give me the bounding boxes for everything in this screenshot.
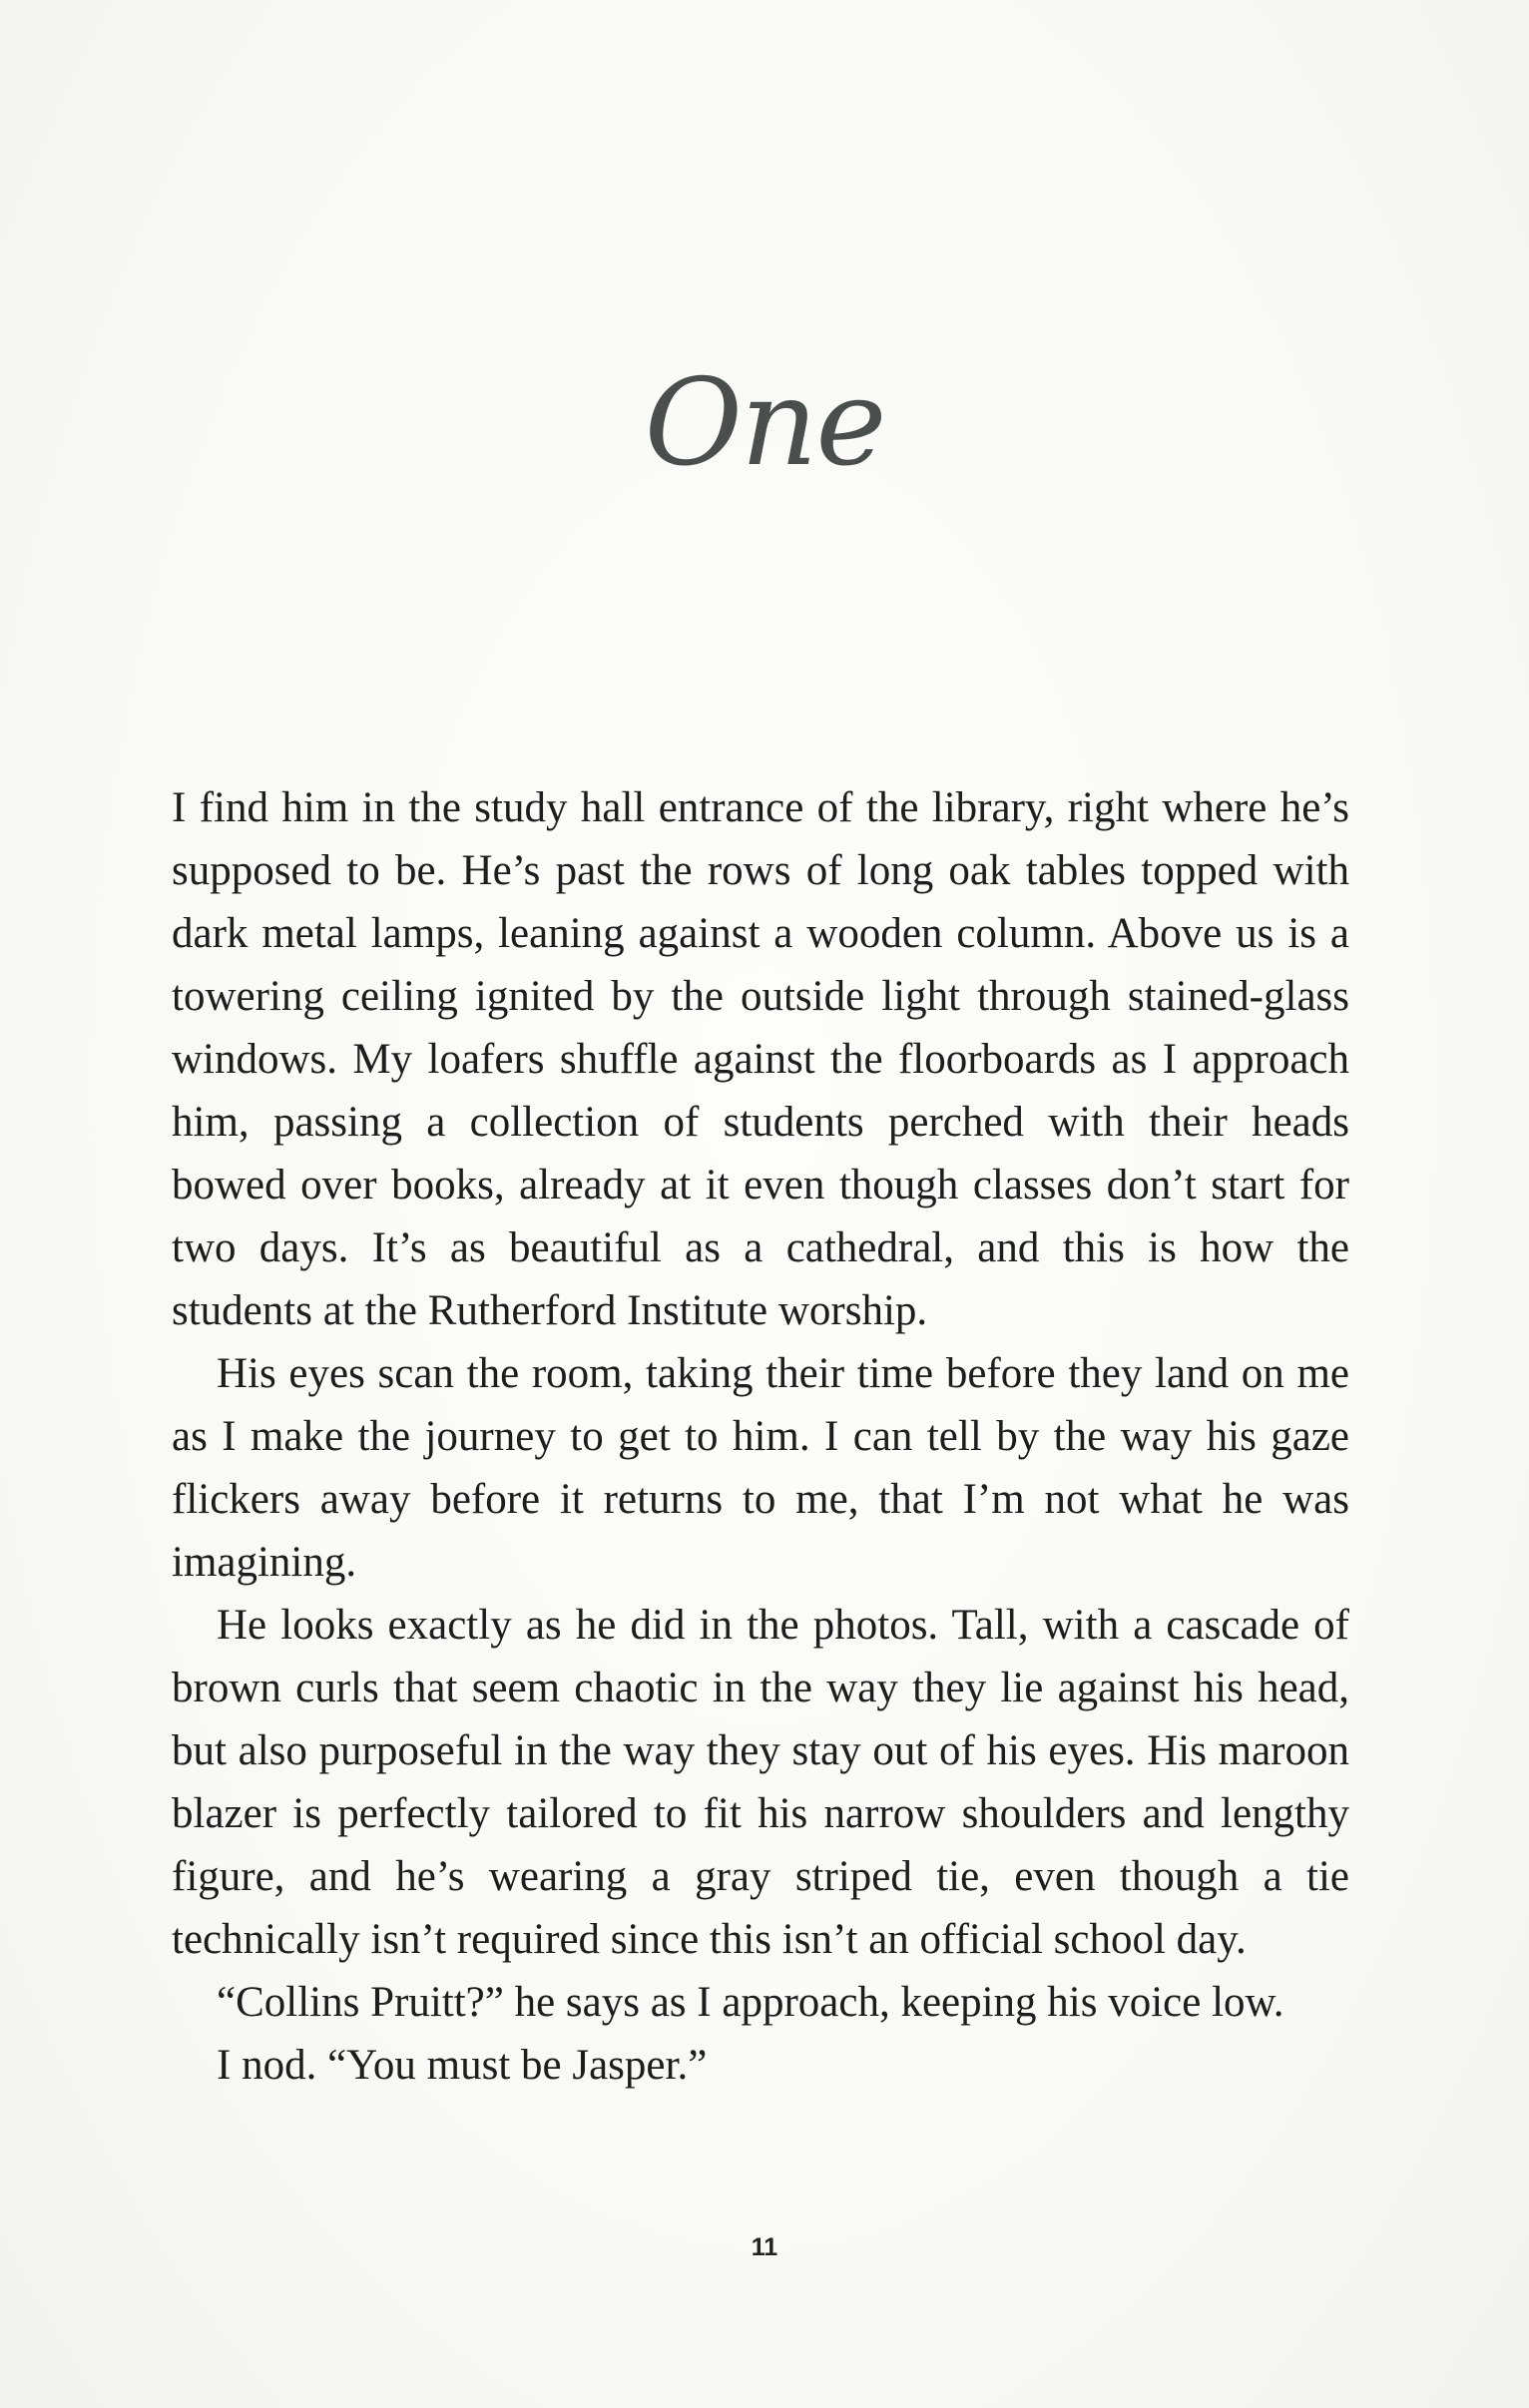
- paragraph: “Collins Pruitt?” he says as I approach, keeping his voice low.: [217, 1979, 1284, 2026]
- paragraph: His eyes scan the room, taking their time before they land on me as I make the journey to get to him. I can tell by the way his gaze flickers away before it returns to me, that I’m not what he was imagining.: [172, 1350, 1349, 1586]
- paragraph: I nod. “You must be Jasper.”: [217, 2042, 708, 2089]
- chapter-body: [172, 776, 1349, 2097]
- page-number: 11: [751, 2233, 778, 2261]
- paragraph: I find him in the study hall entrance of the library, right where he’s supposed to be. He’s past the rows of long oak tables topped with dark metal lamps, leaning against a wooden column. Above us is a towering ceiling ignited by the outside light through stained-glass windows. My loafers shuffle against the floorboards as I approach him, passing a collection of students perched with their heads bowed over books, already at it even though classes don’t start for two days. It’s as beautiful as a cathedral, and this is how the students at the Rutherford Institute worship.: [172, 784, 1349, 1334]
- paragraph: He looks exactly as he did in the photos. Tall, with a cascade of brown curls that seem chaotic in the way they lie against his head, but also purposeful in the way they stay out of his eyes. His maroon blazer is perfectly tailored to fit his narrow shoulders and lengthy figure, and he’s wearing a gray striped tie, even though a tie technically isn’t required since this isn’t an official school day.: [172, 1602, 1349, 1963]
- chapter-title: One: [644, 354, 885, 493]
